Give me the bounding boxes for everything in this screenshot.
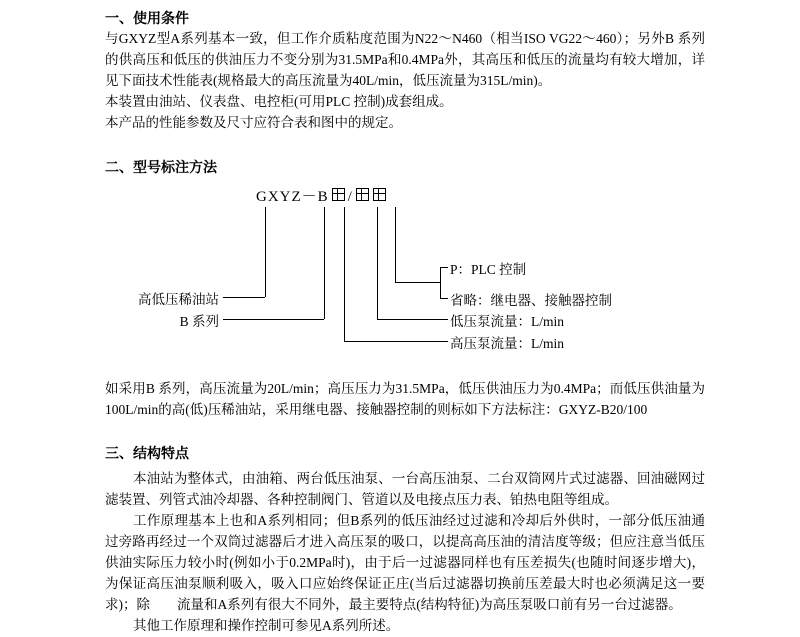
leader-line-vertical <box>395 207 396 282</box>
section-body-usage-conditions <box>105 28 705 133</box>
paragraph: 本油站为整体式，由油箱、两台低压油泵、一台高压油泵、二台双筒网片式过滤器、回油磁网过滤装置、列管式油冷却器、各种控制阀门、管道以及电接点压力表、铂热电阻等组成。 <box>105 471 705 507</box>
callout-relay-control: 省略：继电器、接触器控制 <box>450 293 612 308</box>
placeholder-box-1 <box>332 188 345 201</box>
leader-line-vertical <box>440 267 441 298</box>
leader-line-vertical <box>265 207 266 297</box>
model-code-prefix: GXYZ－B <box>256 189 329 205</box>
paragraph: 如采用B 系列，高压流量为20L/min；高压压力为31.5MPa，低压供油压力为0.4MPa；而低压供油量为100L/min的高(低)压稀油站，采用继电器、接触器控制的则标如下方法标注：GXYZ-B20/100 <box>105 381 705 417</box>
paragraph: 本装置由油站、仪表盘、电控柜(可用PLC 控制)成套组成。 <box>105 94 453 109</box>
leader-line-horizontal <box>395 282 440 283</box>
callout-oil-station: 高低压稀油站 <box>138 292 219 307</box>
callout-plc-control: P：PLC 控制 <box>450 262 527 277</box>
paragraph: 其他工作原理和操作控制可参见A系列所述。 <box>133 618 400 633</box>
section-heading-model-designation: 二、型号标注方法 <box>105 160 217 176</box>
paragraph: 工作原理基本上也和A系列相同；但B系列的低压油经过过滤和冷却后外供时，一部分低压油通过旁路再经过一个双筒过滤器后才进入高压泵的吸口，以提高高压油的清洁度等级；但应注意当低压供油实际压力较小时(例如小于0.2MPa时)，由于后一过滤器同样也有压差损失(也随时间逐步增大)，为保证高压油泵顺利吸入，吸入口应始终保证正庄(当后过滤器切换前压差最大时也必须满足这一要求)；除 流量和A系列有很大不同外，最主要特点(结构特征)为高压泵吸口前有另一台过滤器。 <box>105 513 705 612</box>
leader-line-vertical <box>377 207 378 319</box>
callout-high-pressure-flow: 高压泵流量：L/min <box>450 336 564 351</box>
callout-low-pressure-flow: 低压泵流量：L/min <box>450 314 564 329</box>
paragraph: 与GXYZ型A系列基本一致，但工作介质粘度范围为N22～N460（相当ISO VG22～460）；另外B 系列的供高压和低压的供油压力不变分别为31.5MPa和0.4MPa外，其高压和低压的流量均有较大增加，详见下面技术性能表(规格最大的高压流量为40L/min，低压流量为315L/min)。 <box>105 31 705 88</box>
leader-line-vertical <box>324 207 325 319</box>
model-designation-diagram <box>105 185 705 365</box>
model-code-slash: / <box>347 189 353 205</box>
leader-line-horizontal <box>344 341 448 342</box>
placeholder-box-3 <box>373 188 386 201</box>
leader-line-horizontal <box>223 319 324 320</box>
model-code-string <box>255 185 388 206</box>
leader-line-horizontal <box>377 319 448 320</box>
leader-line-horizontal <box>440 267 448 268</box>
paragraph: 本产品的性能参数及尺寸应符合表和图中的规定。 <box>105 115 402 130</box>
leader-line-horizontal <box>223 297 265 298</box>
leader-line-horizontal <box>440 298 448 299</box>
leader-line-vertical <box>344 207 345 341</box>
section-heading-structure-features: 三、结构特点 <box>105 446 189 462</box>
section-heading-usage-conditions: 一、使用条件 <box>105 11 189 27</box>
placeholder-box-2 <box>356 188 369 201</box>
section-body-structure-features <box>105 468 705 636</box>
section-body-model-designation <box>105 378 705 420</box>
callout-b-series: B 系列 <box>179 314 219 329</box>
